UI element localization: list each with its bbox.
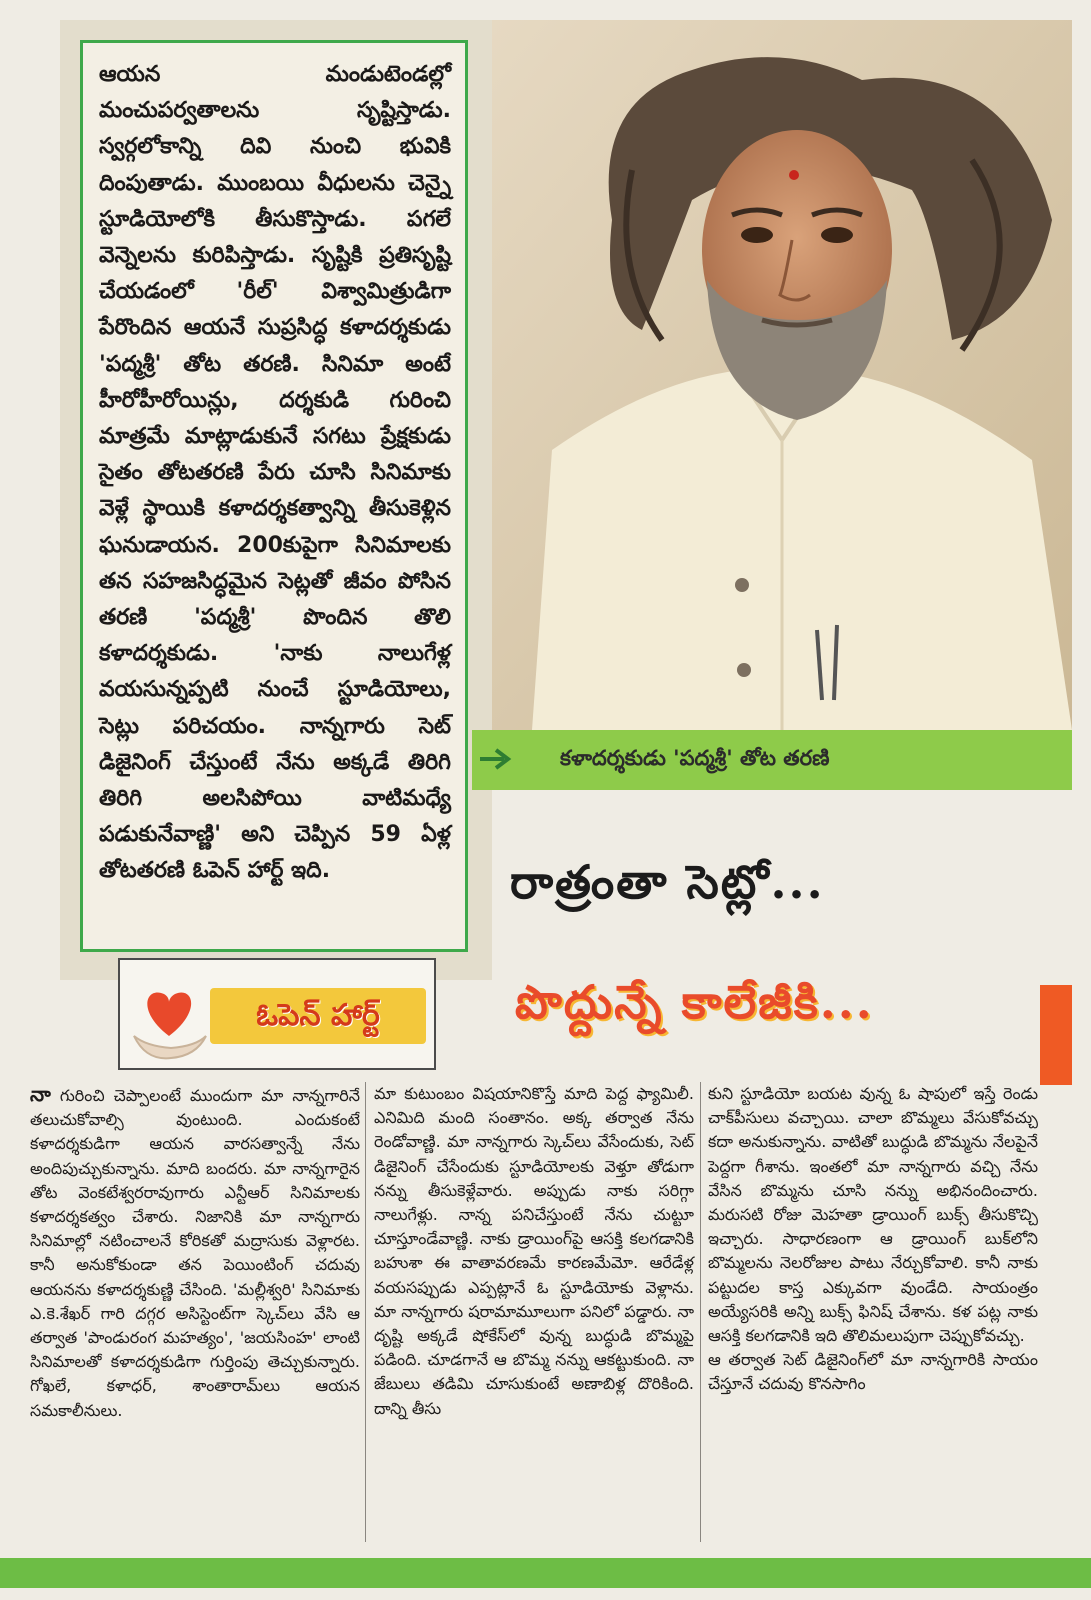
intro-box bbox=[80, 40, 468, 952]
badge-label: ఓపెన్ హార్ట్ bbox=[210, 988, 426, 1044]
bottom-green-bar bbox=[0, 1558, 1091, 1588]
open-heart-badge bbox=[118, 958, 436, 1070]
orange-side-tab bbox=[1040, 985, 1072, 1085]
article-column-1-text: గురించి చెప్పాలంటే ముందుగా మా నాన్నగారినే తలుచుకోవాల్సి వుంటుంది. ఎందుకంటే కళాదర్శకుడిగా ఆయన వారసత్వాన్నే నేను అందిపుచ్చుకున్నాను. మాది బందరు. మా నాన్నగారైన తోట వెంకటేశ్వరరావుగారు ఎన్టీఆర్ సినిమాలకు కళాదర్శకత్వం చేశారు. నిజానికి మా నాన్నగారు సినిమాల్లో నటించాలనే కోరికతో మద్రాసుకు వెళ్లారట. కానీ అనుకోకుండా తన పెయింటింగ్ చదువు ఆయనను కళాదర్శకుణ్ణి చేసింది. 'మల్లీశ్వరి' సినిమాకు ఎ.కె.శేఖర్ గారి దగ్గర అసిస్టెంట్‌గా స్కెచ్‌లు వేసి ఆ తర్వాత 'పాండురంగ మహత్యం', 'జయసింహ' లాంటి సినిమాలతో కళాదర్శకుడిగా గుర్తింపు తెచ్చుకున్నారు. గోఖలే, కళాధర్, శాంతారామ్‌లు ఆయన సమకాలీనులు. bbox=[30, 1086, 360, 1420]
article-first-word: నా bbox=[30, 1082, 51, 1106]
article-column-1 bbox=[30, 1082, 360, 1423]
arrow-icon bbox=[478, 746, 516, 772]
headline-line-2: పొద్దున్నే కాలేజీకి... bbox=[515, 975, 874, 1029]
portrait-photo bbox=[492, 20, 1072, 730]
column-divider bbox=[365, 1082, 366, 1542]
article-column-2: మా కుటుంబం విషయానికొస్తే మాది పెద్ద ఫ్యామిలీ. ఎనిమిది మంది సంతానం. అక్క తర్వాత నేను రెండోవాణ్ణి. మా నాన్నగారు స్కెచ్‌లు వేసేందుకు, సెట్ డిజైనింగ్ చేసేందుకు స్టూడియోలకు వెళ్తూ తోడుగా నన్ను తీసుకెళ్లేవారు. అప్పుడు నాకు సరిగ్గా నాలుగేళ్లు. నాన్న పనిచేస్తుంటే నేను చుట్టూ చూస్తూండేవాణ్ణి. నాకు డ్రాయింగ్‌పై ఆసక్తి కలగడానికి బహుశా ఈ వాతావరణమే కారణమేమో. ఆరేడేళ్ల వయసప్పుడు ఎప్పట్లానే ఓ స్టూడియోకు వెళ్లాను. మా నాన్నగారు షరామామూలుగా పనిలో పడ్డారు. నా దృష్టి అక్కడే షోకేస్‌లో వున్న బుద్ధుడి బొమ్మపై పడింది. చూడగానే ఆ బొమ్మ నన్ను ఆకట్టుకుంది. నా జేబులు తడిమి చూసుకుంటే అణాబిళ్ల దొరికింది. దాన్ని తీసు bbox=[374, 1084, 694, 1418]
photo-caption: కళాదర్శకుడు 'పద్మశ్రీ' తోట తరణి bbox=[560, 746, 830, 770]
column-divider bbox=[700, 1082, 701, 1542]
intro-text: ఆయన మండుటెండల్లో మంచుపర్వతాలను సృష్టిస్తాడు. స్వర్గలోకాన్ని దివి నుంచి భువికి దింపుతాడు. ముంబయి వీధులను చెన్నై స్టూడియోలోకి తీసుకొస్తాడు. పగలే వెన్నెలను కురిపిస్తాడు. సృష్టికి ప్రతిసృష్టి చేయడంలో 'రీల్' విశ్వామిత్రుడిగా పేరొందిన ఆయనే సుప్రసిద్ధ కళాదర్శకుడు 'పద్మశ్రీ' తోట తరణి. సినిమా అంటే హీరోహీరోయిన్లు, దర్శకుడి గురించి మాత్రమే మాట్లాడుకునే సగటు ప్రేక్షకుడు సైతం తోటతరణి పేరు చూసి సినిమాకు వెళ్లే స్థాయికి కళాదర్శకత్వాన్ని తీసుకెళ్లిన ఘనుడాయన. 200కుపైగా సినిమాలకు తన సహజసిద్ధమైన సెట్లతో జీవం పోసిన తరణి 'పద్మశ్రీ' పొందిన తొలి కళాదర్శకుడు. 'నాకు నాలుగేళ్ల వయసున్నప్పటి నుంచే స్టూడియోలు, సెట్లు పరిచయం. నాన్నగారు సెట్ డిజైనింగ్ చేస్తుంటే నేను అక్కడే తిరిగి తిరిగి అలసిపోయి వాటిమధ్యే పడుకునేవాణ్ణి' అని చెప్పిన 59 ఏళ్ల తోటతరణి ఓపెన్ హార్ట్ ఇది. bbox=[99, 62, 451, 884]
headline-line-1: రాత్రంతా సెట్లో... bbox=[510, 855, 825, 909]
portrait-image bbox=[492, 20, 1072, 730]
heart-in-hands-icon bbox=[126, 966, 212, 1066]
article-column-3: కుని స్టూడియో బయట వున్న ఓ షాపులో ఇస్తే రెండు చాక్‌పీసులు వచ్చాయి. చాలా బొమ్మలు వేసుకోవచ్చు కదా అనుకున్నాను. వాటితో బుద్ధుడి బొమ్మను నేలపైనే పెద్దగా గీశాను. ఇంతలో మా నాన్నగారు వచ్చి నేను వేసిన బొమ్మను చూసి నన్ను అభినందించారు. మరుసటి రోజు మెహతా డ్రాయింగ్ బుక్స్ తీసుకొచ్చి ఇచ్చారు. సాధారణంగా ఆ డ్రాయింగ్ బుక్‌లోని బొమ్మలను నెలరోజుల పాటు నేర్చుకోవాలి. కానీ నాకు పట్టుదల కాస్త ఎక్కువగా వుండేది. సాయంత్రం అయ్యేసరికి అన్ని బుక్స్ ఫినిష్ చేశాను. కళ పట్ల నాకు ఆసక్తి కలగడానికి ఇది తొలిమలుపుగా చెప్పుకోవచ్చు. ఆ తర్వాత సెట్ డిజైనింగ్‌లో మా నాన్నగారికి సాయం చేస్తూనే చదువు కొనసాగిం bbox=[708, 1084, 1038, 1394]
